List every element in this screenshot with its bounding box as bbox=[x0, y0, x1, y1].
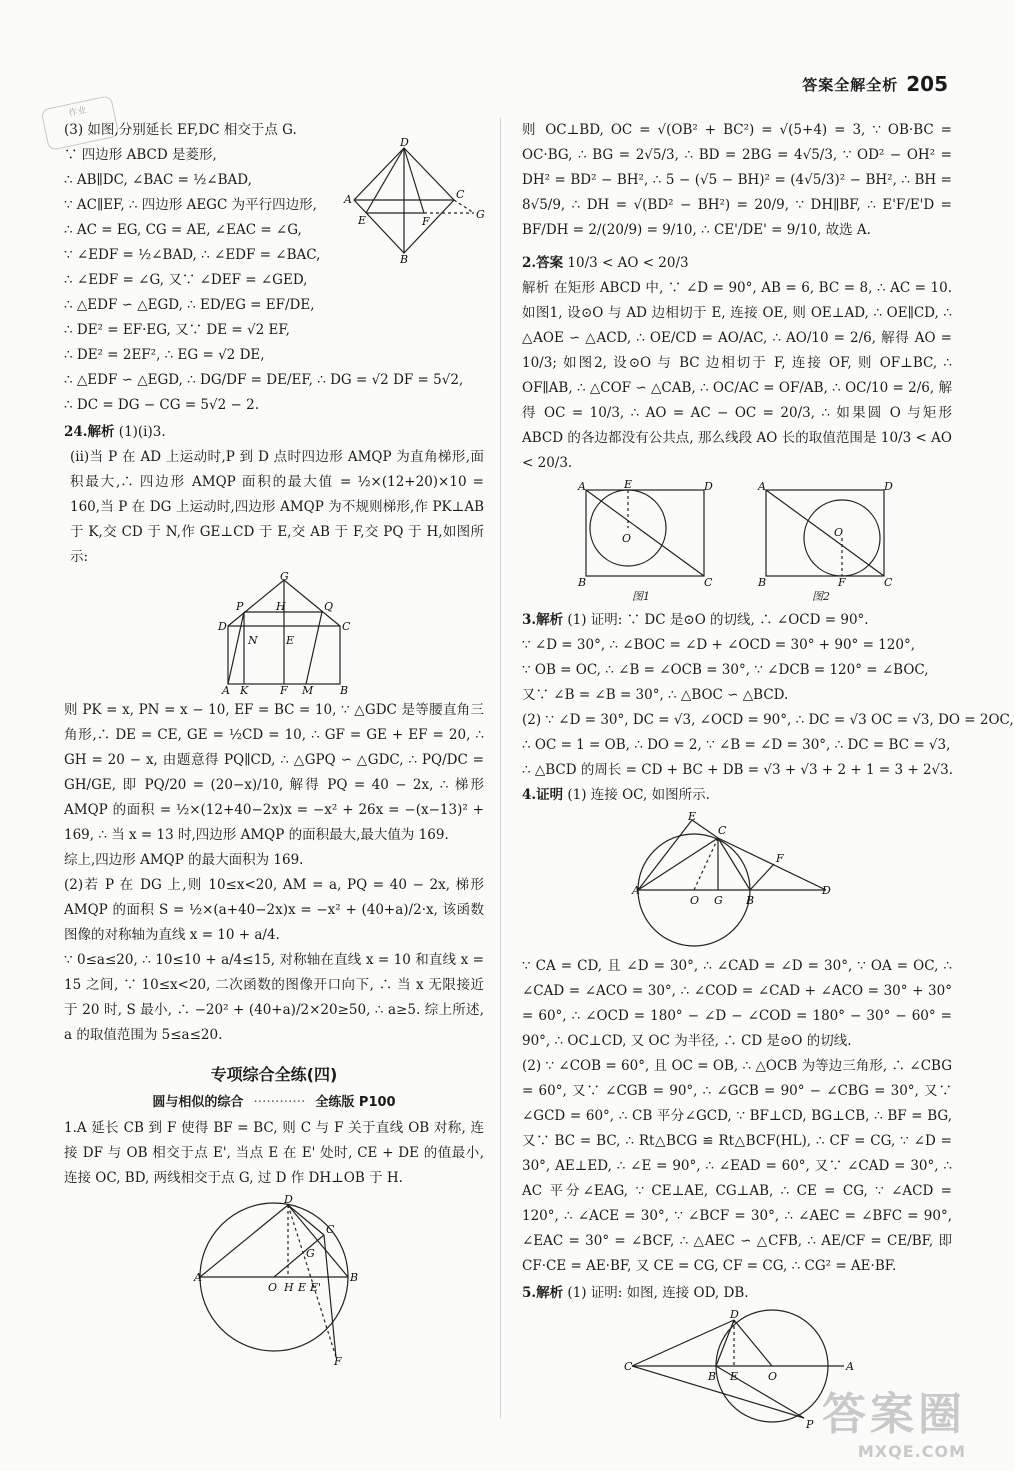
q2-answer: 10/3 < AO < 20/3 bbox=[567, 255, 689, 271]
q5-head: 5.解析 bbox=[522, 1285, 564, 1301]
svg-text:D: D bbox=[218, 620, 227, 633]
watermark bbox=[822, 1378, 966, 1461]
p23-line-7: ∴ △EDF ∽ △EGD, ∴ ED/EG = EF/DE, bbox=[64, 297, 315, 313]
svg-text:C: C bbox=[456, 188, 465, 201]
p23-line-5: ∵ ∠EDF = ½∠BAD, ∴ ∠EDF = ∠BAC, bbox=[64, 247, 321, 263]
q4-c: (2) ∵ ∠COB = 60°, 且 OC = OB, ∴ △OCB 为等边三角形, ∴ ∠CBG = 60°, 又∵ ∠CGB = 90°, ∴ ∠GCB = 90° − ∠CBG = 30°, 又∵ ∠GCD = 60°, ∴ CB 平分∠GCD, ∵ BF⊥CD, BG⊥CB, ∴ BF = BG, 又∵ BC = BC, ∴ Rt△BCG ≌ Rt△BCF(HL), ∴ CF = CG, ∵ ∠D = 30°, AE⊥ED, ∴ ∠E = 90°, ∴ ∠EAD = 60°, 又∵ ∠CAD = 30°, ∴ AC 平分∠EAG, ∵ CE⊥AE, CG⊥AB, ∴ CE = CG, ∵ ∠ACD = 120°, ∴ ∠ACE = 30°, ∵ ∠BCF = 30°, ∴ ∠AEC = ∠BFC = 90°, ∠EAC = 30° = ∠BCF, ∴ △AEC ∽ △CFB, ∴ AE/CF = CE/BF, 即 CF·CE = AE·BF, 又 CE = CG, CF = CG, ∴ CG² = AE·BF. bbox=[522, 1058, 952, 1274]
p24-b: (ii)当 P 在 AD 上运动时,P 到 D 点时四边形 AMQP 为直角梯形,面积最大,∴ 四边形 AMQP 面积的最大值 = ½×(12+20)×10 = 160,当 P 在 DG 上运动时,四边形 AMQP 为不规则梯形,作 PK⊥AB 于 K,交 CD 于 N,作 GE⊥CD 于 E,交 AB 于 F,交 PQ 于 H,如图所示: bbox=[70, 449, 484, 565]
q3-line-0: (1) 证明: ∵ DC 是⊙O 的切线, ∴ ∠OCD = 90°. bbox=[567, 612, 869, 628]
svg-text:E: E bbox=[688, 810, 697, 823]
page-number: 205 bbox=[906, 72, 948, 96]
svg-text:O: O bbox=[268, 1281, 278, 1294]
q3-line-1: ∵ ∠D = 30°, ∴ ∠BOC = ∠D + ∠OCD = 30° + 90° = 120°, bbox=[522, 637, 915, 653]
q3-line-4: (2) ∵ ∠D = 30°, DC = √3, ∠OCD = 90°, ∴ DC = √3 OC = √3, DO = 2OC, bbox=[522, 712, 1014, 728]
svg-text:D: D bbox=[884, 480, 893, 493]
left-column bbox=[64, 118, 484, 1369]
q1-circle-figure bbox=[194, 1193, 369, 1368]
svg-text:C: C bbox=[326, 1223, 335, 1236]
svg-text:M: M bbox=[302, 684, 314, 697]
p23-line-0: (3) 如图,分别延长 EF,DC 相交于点 G. bbox=[64, 122, 297, 138]
svg-text:F: F bbox=[838, 576, 846, 589]
q3-line-5: ∴ OC = 1 = OB, ∴ DO = 2, ∵ ∠B = ∠D = 30°, ∴ DC = BC = √3, bbox=[522, 737, 951, 753]
q4-circle-figure bbox=[632, 812, 832, 950]
section-subtitle-row bbox=[64, 1091, 484, 1110]
svg-text:F: F bbox=[280, 684, 288, 697]
p24-a: (1)(i)3. bbox=[118, 424, 166, 440]
right-column bbox=[522, 118, 1014, 1434]
svg-text:A: A bbox=[344, 193, 352, 206]
q2-text: 解析 在矩形 ABCD 中, ∵ ∠D = 90°, AB = 6, BC = 8, ∴ AC = 10. 如图1, 设⊙O 与 AD 边相切于 E, 连接 OE, 则 OE⊥AD, ∴ OE∥CD, ∴ △AOE ∽ △ACD, ∴ OE/CD = AO/AC, ∴ AO/10 = 2/6, 解得 AO = 10/3; 如图2, 设⊙O 与 BC 边相切于 F, 连接 OF, 则 OF⊥BC, ∴ OF∥AB, ∴ △COF ∽ △CAB, ∴ OC/AC = OF/AB, ∴ OC/10 = 2/6, 解得 OC = 10/3, ∴ AO = AC − OC = 20/3, ∴ 如果圆 O 与矩形 ABCD 的各边都没有公共点, 那么线段 AO 长的取值范围是 10/3 < AO < 20/3. bbox=[522, 280, 952, 471]
svg-text:O: O bbox=[834, 526, 844, 539]
svg-text:F: F bbox=[422, 215, 430, 228]
p23-line-8: ∴ DE² = EF·EG, 又∵ DE = √2 EF, bbox=[64, 322, 290, 338]
svg-text:G: G bbox=[306, 1247, 315, 1260]
svg-text:B: B bbox=[340, 684, 349, 697]
svg-text:E: E bbox=[298, 1281, 307, 1294]
svg-text:F: F bbox=[334, 1355, 342, 1368]
svg-text:B: B bbox=[746, 894, 755, 907]
section-title: 专项综合全练(四) bbox=[210, 1065, 338, 1084]
q3-line-2: ∵ OB = OC, ∴ ∠B = ∠OCB = 30°, ∵ ∠DCB = 120° = ∠BOC, bbox=[522, 662, 929, 678]
svg-text:A: A bbox=[758, 480, 766, 493]
q5-circle-figure bbox=[622, 1310, 852, 1430]
p24-f: ∵ 0≤a≤20, ∴ 10≤10 + a/4≤15, 对称轴在直线 x = 10 和直线 x = 15 之间, ∵ 10≤x<20, 二次函数的图像开口向下, ∴ 当 x 无限接近于 20 时, S 最小, ∴ −20² + (40+a)/2×20≥50, ∴ a≥5. 综上所述, a 的取值范围为 5≤a≤20. bbox=[64, 952, 484, 1043]
p23-line-10: ∴ △EDF ∽ △EGD, ∴ DG/DF = DE/EF, ∴ DG = √2 DF = 5√2, bbox=[64, 372, 464, 388]
svg-text:C: C bbox=[624, 1360, 633, 1373]
svg-text:D: D bbox=[400, 136, 409, 149]
section-dots: ………… bbox=[253, 1091, 306, 1106]
q3-head: 3.解析 bbox=[522, 612, 564, 628]
svg-text:O: O bbox=[622, 532, 632, 545]
stamp-text: 作业 bbox=[67, 105, 88, 120]
q1-text: 1.A 延长 CB 到 F 使得 BF = BC, 则 C 与 F 关于直线 OB 对称, 连接 DF 与 OB 相交于点 E', 当点 E 在 E' 处时, CE + DE 的值最小, 连接 OC, BD, 两线相交于点 G, 过 D 作 DH⊥OB 于 H. bbox=[64, 1120, 484, 1186]
header-title: 答案全解全析 bbox=[802, 75, 899, 94]
svg-text:D: D bbox=[284, 1193, 293, 1206]
svg-text:A: A bbox=[632, 884, 640, 897]
svg-text:O: O bbox=[690, 894, 700, 907]
p23-line-1: ∵ 四边形 ABCD 是菱形, bbox=[64, 147, 217, 163]
svg-text:E: E bbox=[286, 634, 295, 647]
p23-line-9: ∴ DE² = 2EF², ∴ EG = √2 DE, bbox=[64, 347, 265, 363]
q4-b: ∵ CA = CD, 且 ∠D = 30°, ∴ ∠CAD = ∠D = 30°, ∵ OA = OC, ∴ ∠CAD = ∠ACO = 30°, ∴ ∠COD = ∠CAD + ∠ACO = 30° + 30° = 60°, ∴ ∠OCD = 180° − ∠D − ∠COD = 180° − 30° − 60° = 90°, ∴ OC⊥CD, 又 OC 为半径, ∴ CD 是⊙O 的切线. bbox=[522, 958, 952, 1049]
svg-text:B: B bbox=[758, 576, 767, 589]
svg-text:B: B bbox=[400, 253, 409, 266]
svg-text:E: E bbox=[358, 214, 367, 227]
p24-c: 则 PK = x, PN = x − 10, EF = BC = 10, ∵ △GDC 是等腰直角三角形,∴ DE = CE, GE = ½CD = 10, ∴ GF = GE + EF = 20, ∴ GH = 20 − x, 由题意得 PQ∥CD, ∴ △GPQ ∽ △GDC, ∴ PQ/DC = GH/GE, 即 PQ/20 = (20−x)/10, 解得 PQ = 40 − 2x, ∴ 梯形 AMQP 的面积 = ½×(12+40−2x)x = −x² + 26x = −(x−13)² + 169, ∴ 当 x = 13 时,四边形 AMQP 的面积最大,最大值为 169. bbox=[64, 702, 484, 843]
svg-text:C: C bbox=[704, 576, 713, 589]
q3-line-6: ∴ △BCD 的周长 = CD + BC + DB = √3 + √3 + 2 + 1 = 3 + 2√3. bbox=[522, 762, 954, 778]
svg-text:B: B bbox=[350, 1271, 359, 1284]
svg-text:G: G bbox=[714, 894, 723, 907]
q5-a: (1) 证明: 如图, 连接 OD, DB. bbox=[567, 1285, 749, 1301]
p23-line-2: ∴ AB∥DC, ∠BAC = ½∠BAD, bbox=[64, 172, 252, 188]
svg-text:A: A bbox=[578, 480, 586, 493]
column-divider bbox=[500, 118, 501, 1418]
svg-text:K: K bbox=[240, 684, 249, 697]
svg-text:A: A bbox=[846, 1360, 854, 1373]
p24-e: (2)若 P 在 DG 上,则 10≤x<20, AM = a, PQ = 40 − 2x, 梯形 AMQP 的面积 S = ½×(a+40−2x)x = −x² + (40+a)/2·x, 该函数图像的对称轴为直线 x = 10 + a/4. bbox=[64, 877, 484, 943]
svg-text:H: H bbox=[284, 1281, 294, 1294]
svg-text:D: D bbox=[822, 884, 831, 897]
svg-text:A: A bbox=[222, 684, 230, 697]
svg-text:A: A bbox=[194, 1271, 202, 1284]
trapezoid-figure bbox=[214, 570, 354, 697]
p24-head: 24.解析 bbox=[64, 424, 115, 440]
p23-line-3: ∵ AC∥EF, ∴ 四边形 AEGC 为平行四边形, bbox=[64, 197, 317, 213]
section-subtitle: 圆与相似的综合 bbox=[152, 1095, 244, 1110]
svg-text:N: N bbox=[248, 634, 258, 647]
p23-line-11: ∴ DC = DG − CG = 5√2 − 2. bbox=[64, 397, 259, 413]
p24-d: 综上,四边形 AMQP 的最大面积为 169. bbox=[64, 852, 304, 868]
svg-text:C: C bbox=[342, 620, 351, 633]
q4-a: (1) 连接 OC, 如图所示. bbox=[567, 787, 710, 803]
fig1-label: 图1 bbox=[632, 590, 650, 603]
svg-text:F: F bbox=[776, 852, 784, 865]
q1-continuation: 则 OC⊥BD, OC = √(OB² + BC²) = √(5+4) = 3, ∵ OB·BC = OC·BG, ∴ BG = 2√5/3, ∴ BD = 2BG = 4√5/3, ∵ OD² − OH² = DH² = BD² − BH², ∴ 5 − (√5 − BH)² = (4√5/3)² − BH², ∴ BH = 8√5/9, ∴ DH = √(BD² − BH²) = 20/9, ∵ DH∥BF, ∴ E'F/E'D = BF/DH = 2/(20/9) = 9/10, ∴ CE'/DE' = 9/10, 故选 A. bbox=[522, 122, 952, 238]
svg-text:G: G bbox=[280, 570, 289, 583]
svg-text:D: D bbox=[704, 480, 713, 493]
svg-text:E: E bbox=[730, 1370, 739, 1383]
svg-text:H: H bbox=[276, 600, 286, 613]
svg-text:D: D bbox=[730, 1308, 739, 1321]
svg-text:P: P bbox=[236, 600, 244, 613]
fig2-label: 图2 bbox=[812, 590, 830, 603]
svg-text:B: B bbox=[708, 1370, 717, 1383]
p23-line-6: ∴ ∠EDF = ∠G, 又∵ ∠DEF = ∠GED, bbox=[64, 272, 308, 288]
svg-text:E': E' bbox=[310, 1281, 322, 1294]
watermark-url: MXQE.COM bbox=[857, 1442, 966, 1461]
svg-text:Q: Q bbox=[324, 600, 334, 613]
svg-text:O: O bbox=[768, 1370, 778, 1383]
q2-head: 2.答案 bbox=[522, 255, 564, 271]
svg-text:P: P bbox=[806, 1418, 814, 1431]
section-ref: 全练版 P100 bbox=[315, 1095, 396, 1110]
q2-figure-1 bbox=[576, 480, 716, 588]
rhombus-figure bbox=[344, 136, 494, 266]
watermark-logo-text: 答案圈 bbox=[822, 1389, 966, 1440]
p23-line-4: ∴ AC = EG, CG = AE, ∠EAC = ∠G, bbox=[64, 222, 302, 238]
svg-text:C: C bbox=[884, 576, 893, 589]
svg-text:G: G bbox=[476, 208, 485, 221]
svg-text:C: C bbox=[718, 824, 727, 837]
page-header bbox=[802, 72, 948, 96]
q4-head: 4.证明 bbox=[522, 787, 564, 803]
q2-figure-2 bbox=[756, 480, 896, 588]
svg-text:B: B bbox=[578, 576, 587, 589]
q3-line-3: 又∵ ∠B = ∠B = 30°, ∴ △BOC ∽ △BCD. bbox=[522, 687, 789, 703]
svg-text:E: E bbox=[624, 478, 633, 491]
